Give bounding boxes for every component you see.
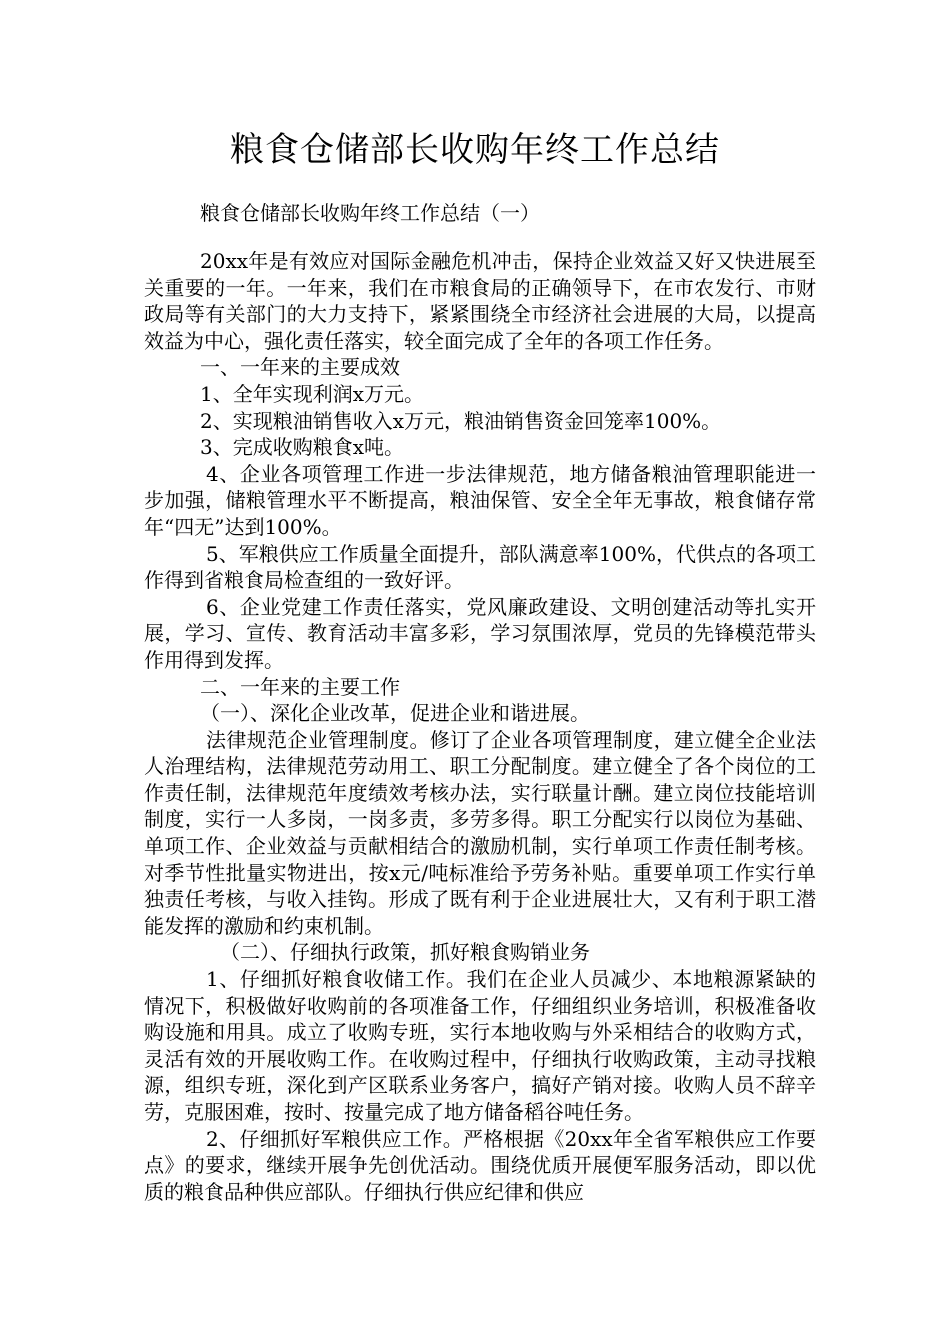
paragraph-intro: 20xx年是有效应对国际金融危机冲击，保持企业效益又好又快进展至关重要的一年。一年来，我们在市粮食局的正确领导下，在市农发行、市财政局等有关部门的大力支持下，紧紧围绕全市经济社会进展的大局，以提高效益为中心，强化责任落实，较全面完成了全年的各项工作任务。 bbox=[144, 249, 816, 353]
subheading-policy: （二）、仔细执行政策，抓好粮食购销业务 bbox=[220, 940, 590, 965]
paragraph-grain-storage: 1、仔细抓好粮食收储工作。我们在企业人员减少、本地粮源紧缺的情况下，积极做好收购前的各项准备工作，仔细组织业务培训，积极准备收购设施和用具。成立了收购专班，实行本地收购与外采相结合的收购方式，灵活有效的开展收购工作。在收购过程中，仔细执行收购政策，主动寻找粮源，组织专班，深化到产区联系业务客户，搞好产销对接。收购人员不辞辛劳，克服困难，按时、按量完成了地方储备稻谷吨任务。 bbox=[144, 967, 816, 1124]
paragraph-achievement-6: 6、企业党建工作责任落实，党风廉政建设、文明创建活动等扎实开展，学习、宣传、教育活动丰富多彩，学习氛围浓厚，党员的先锋模范带头作用得到发挥。 bbox=[144, 594, 816, 672]
subheading-reform: （一）、深化企业改革，促进企业和谐进展。 bbox=[200, 701, 590, 726]
paragraph-achievement-1: 1、全年实现利润x万元。 bbox=[200, 381, 425, 406]
heading-main-work: 二、一年来的主要工作 bbox=[200, 674, 400, 699]
paragraph-military-supply: 2、仔细抓好军粮供应工作。严格根据《20xx年全省军粮供应工作要点》的要求，继续开展争先创优活动。围绕优质开展便军服务活动，即以优质的粮食品种供应部队。仔细执行供应纪律和供应 bbox=[144, 1126, 816, 1204]
document-subtitle: 粮食仓储部长收购年终工作总结（一） bbox=[200, 201, 540, 225]
document-title: 粮食仓储部长收购年终工作总结 bbox=[230, 130, 720, 170]
paragraph-reform: 法律规范企业管理制度。修订了企业各项管理制度，建立健全企业法人治理结构，法律规范劳动用工、职工分配制度。建立健全了各个岗位的工作责任制，法律规范年度绩效考核办法，实行联量计酬。建立岗位技能培训制度，实行一人多岗，一岗多责，多劳多得。职工分配实行以岗位为基础、单项工作、企业效益与贡献相结合的激励机制，实行单项工作责任制考核。对季节性批量实物进出，按x元/吨标准给予劳务补贴。重要单项工作实行单独责任考核，与收入挂钩。形成了既有利于企业进展壮大，又有利于职工潜能发挥的激励和约束机制。 bbox=[144, 727, 816, 938]
paragraph-achievement-5: 5、军粮供应工作质量全面提升，部队满意率100%，代供点的各项工作得到省粮食局检查组的一致好评。 bbox=[144, 541, 816, 593]
heading-achievements: 一、一年来的主要成效 bbox=[200, 355, 400, 380]
paragraph-achievement-2: 2、实现粮油销售收入x万元，粮油销售资金回笼率100%。 bbox=[200, 408, 722, 433]
paragraph-achievement-3: 3、完成收购粮食x吨。 bbox=[200, 435, 405, 460]
document-body bbox=[144, 248, 816, 1205]
paragraph-achievement-4: 4、企业各项管理工作进一步法律规范，地方储备粮油管理职能进一步加强，储粮管理水平不断提高，粮油保管、安全全年无事故，粮食储存常年“四无”达到100%。 bbox=[144, 461, 816, 539]
